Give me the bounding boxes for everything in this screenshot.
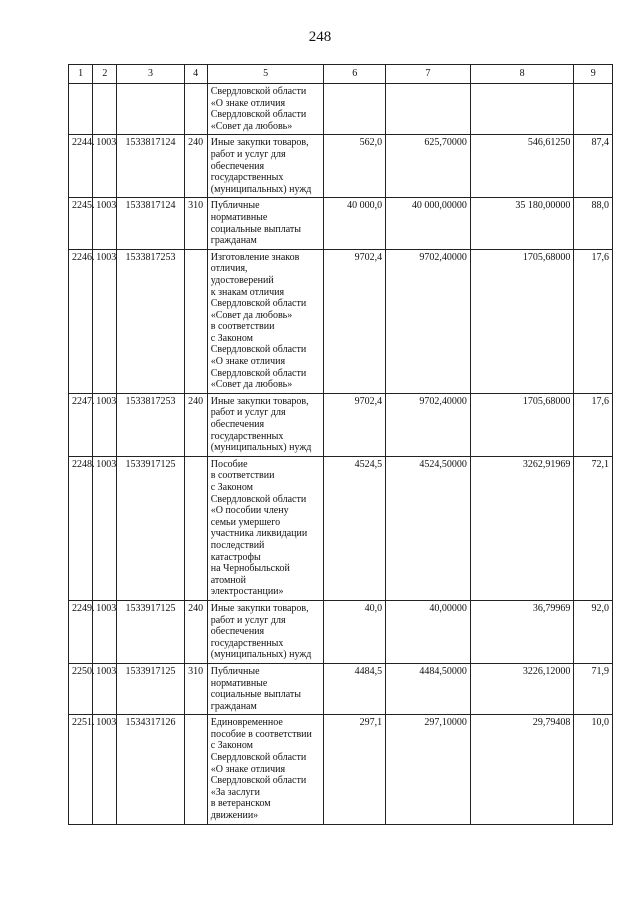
section-code: 1003 — [93, 456, 117, 600]
item-name: Публичные нормативные социальные выплаты гражданам — [207, 198, 324, 249]
executed-amount: 29,79408 — [470, 715, 574, 824]
row-number: 2245. — [69, 198, 93, 249]
planned-amount: 562,0 — [324, 135, 386, 198]
target-article-code: 1533817253 — [117, 249, 184, 393]
table-row — [69, 249, 613, 393]
planned-amount: 297,1 — [324, 715, 386, 824]
page-number: 248 — [308, 29, 332, 45]
execution-percent: 87,4 — [574, 135, 613, 198]
executed-amount: 3262,91969 — [470, 456, 574, 600]
execution-percent: 88,0 — [574, 198, 613, 249]
adjusted-amount: 9702,40000 — [386, 249, 471, 393]
adjusted-amount: 4524,50000 — [386, 456, 471, 600]
table-row — [69, 456, 613, 600]
planned-amount — [324, 84, 386, 135]
table-row — [69, 663, 613, 714]
header-row — [69, 65, 613, 84]
planned-amount: 40 000,0 — [324, 198, 386, 249]
item-name: Изготовление знаков отличия, удостоверений к знакам отличия Свердловской области «Совет да любовь» в соответствии с Законом Свердловской области «О знаке отличия Свердловской области «Совет да любовь» — [207, 249, 324, 393]
execution-percent: 10,0 — [574, 715, 613, 824]
execution-percent — [574, 84, 613, 135]
section-code: 1003 — [93, 663, 117, 714]
adjusted-amount: 40 000,00000 — [386, 198, 471, 249]
section-code: 1003 — [93, 715, 117, 824]
adjusted-amount: 9702,40000 — [386, 393, 471, 456]
adjusted-amount — [386, 84, 471, 135]
executed-amount: 36,79969 — [470, 600, 574, 663]
target-article-code — [117, 84, 184, 135]
row-number — [69, 84, 93, 135]
item-name: Иные закупки товаров, работ и услуг для обеспечения государственных (муниципальных) нужд — [207, 393, 324, 456]
item-name: Иные закупки товаров, работ и услуг для обеспечения государственных (муниципальных) нужд — [207, 135, 324, 198]
table-row — [69, 84, 613, 135]
column-header: 4 — [184, 65, 207, 84]
executed-amount: 1705,68000 — [470, 249, 574, 393]
target-article-code: 1533917125 — [117, 663, 184, 714]
column-header: 9 — [574, 65, 613, 84]
table-row — [69, 393, 613, 456]
expense-type-code: 240 — [184, 135, 207, 198]
section-code: 1003 — [93, 600, 117, 663]
row-number: 2247. — [69, 393, 93, 456]
item-name: Пособие в соответствии с Законом Свердловской области «О пособии члену семьи умершего участника ликвидации последствий катастрофы на Чернобыльской атомной электростанции» — [207, 456, 324, 600]
table-row — [69, 715, 613, 824]
column-header: 8 — [470, 65, 574, 84]
column-header: 7 — [386, 65, 471, 84]
expense-type-code: 310 — [184, 663, 207, 714]
execution-percent: 71,9 — [574, 663, 613, 714]
column-header: 1 — [69, 65, 93, 84]
executed-amount: 35 180,00000 — [470, 198, 574, 249]
planned-amount: 4524,5 — [324, 456, 386, 600]
executed-amount: 3226,12000 — [470, 663, 574, 714]
adjusted-amount: 297,10000 — [386, 715, 471, 824]
row-number: 2248. — [69, 456, 93, 600]
column-header: 6 — [324, 65, 386, 84]
section-code: 1003 — [93, 135, 117, 198]
execution-percent: 72,1 — [574, 456, 613, 600]
row-number: 2250. — [69, 663, 93, 714]
expense-type-code: 240 — [184, 600, 207, 663]
expense-type-code — [184, 249, 207, 393]
planned-amount: 9702,4 — [324, 249, 386, 393]
planned-amount: 40,0 — [324, 600, 386, 663]
target-article-code: 1533817124 — [117, 198, 184, 249]
expense-type-code: 310 — [184, 198, 207, 249]
target-article-code: 1533817253 — [117, 393, 184, 456]
section-code: 1003 — [93, 198, 117, 249]
execution-percent: 92,0 — [574, 600, 613, 663]
item-name: Иные закупки товаров, работ и услуг для обеспечения государственных (муниципальных) нужд — [207, 600, 324, 663]
target-article-code: 1534317126 — [117, 715, 184, 824]
row-number: 2249. — [69, 600, 93, 663]
section-code: 1003 — [93, 393, 117, 456]
section-code: 1003 — [93, 249, 117, 393]
expense-type-code: 240 — [184, 393, 207, 456]
executed-amount: 546,61250 — [470, 135, 574, 198]
target-article-code: 1533917125 — [117, 456, 184, 600]
target-article-code: 1533817124 — [117, 135, 184, 198]
row-number: 2244. — [69, 135, 93, 198]
item-name: Свердловской области «О знаке отличия Свердловской области «Совет да любовь» — [207, 84, 324, 135]
table-row — [69, 600, 613, 663]
expense-type-code — [184, 715, 207, 824]
row-number: 2246. — [69, 249, 93, 393]
expense-type-code — [184, 456, 207, 600]
planned-amount: 4484,5 — [324, 663, 386, 714]
section-code — [93, 84, 117, 135]
column-header: 2 — [93, 65, 117, 84]
item-name: Публичные нормативные социальные выплаты гражданам — [207, 663, 324, 714]
executed-amount: 1705,68000 — [470, 393, 574, 456]
column-header: 3 — [117, 65, 184, 84]
target-article-code: 1533917125 — [117, 600, 184, 663]
execution-percent: 17,6 — [574, 393, 613, 456]
executed-amount — [470, 84, 574, 135]
column-header: 5 — [207, 65, 324, 84]
table-row — [69, 198, 613, 249]
adjusted-amount: 40,00000 — [386, 600, 471, 663]
execution-percent: 17,6 — [574, 249, 613, 393]
table-row — [69, 135, 613, 198]
adjusted-amount: 4484,50000 — [386, 663, 471, 714]
row-number: 2251. — [69, 715, 93, 824]
expense-type-code — [184, 84, 207, 135]
item-name: Единовременное пособие в соответствии с Законом Свердловской области «О знаке отличия Свердловской области «За заслуги в ветеранском движении» — [207, 715, 324, 824]
planned-amount: 9702,4 — [324, 393, 386, 456]
budget-table — [68, 64, 613, 825]
adjusted-amount: 625,70000 — [386, 135, 471, 198]
